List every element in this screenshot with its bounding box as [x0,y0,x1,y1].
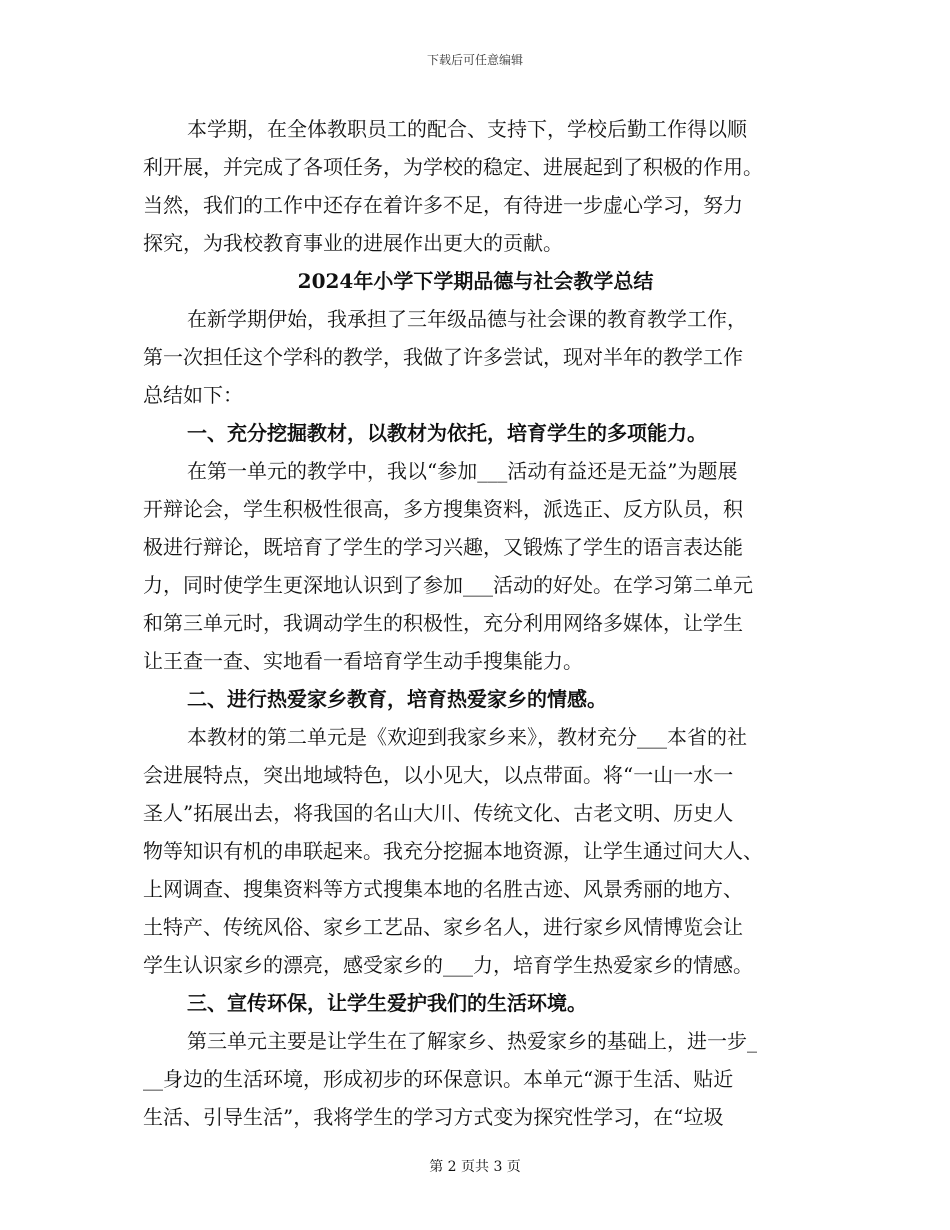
paragraph-line: 第一次担任这个学科的教学，我做了许多尝试，现对半年的教学工作 [143,345,743,369]
heading-3: 三、宣传环保，让学生爱护我们的生活环境。 [187,991,587,1015]
paragraph-line: 让王查一查、实地看一看培育学生动手搜集能力。 [143,649,583,673]
document-body [143,110,808,1136]
paragraph-line: 土特产、传统风俗、家乡工艺品、家乡名人，进行家乡风情博览会让 [143,915,743,939]
paragraph-line: 力，同时使学生更深地认识到了参加___活动的好处。在学习第二单元 [143,573,753,597]
paragraph-line: 利开展，并完成了各项任务，为学校的稳定、进展起到了积极的作用。 [143,155,763,179]
paragraph-line: 会进展特点，突出地域特色，以小见大，以点带面。将“一山一水一 [143,763,734,787]
paragraph-line: 学生认识家乡的漂亮，感受家乡的___力，培育学生热爱家乡的情感。 [143,953,753,977]
paragraph-line: 本教材的第二单元是《欢迎到我家乡来》，教材充分___本省的社 [187,725,747,749]
heading-1: 一、充分挖掘教材，以教材为依托，培育学生的多项能力。 [187,421,707,445]
page-header-note: 下载后可任意编辑 [426,53,523,67]
paragraph-line: 和第三单元时，我调动学生的积极性，充分利用网络多媒体，让学生 [143,611,743,635]
paragraph-line: 在第一单元的教学中，我以“参加___活动有益还是无益”为题展 [187,459,738,483]
paragraph-line: __身边的生活环境，形成初步的环保意识。本单元“源于生活、贴近 [143,1067,734,1091]
paragraph-line: 当然，我们的工作中还存在着许多不足，有待进一步虚心学习，努力 [143,193,743,217]
paragraph-line: 生活、引导生活”，我将学生的学习方式变为探究性学习，在“垃圾 [143,1105,724,1129]
paragraph-line: 物等知识有机的串联起来。我充分挖掘本地资源，让学生通过问大人、 [143,839,763,863]
page-number: 第 2 页共 3 页 [429,1159,521,1175]
section-title: 2024年小学下学期品德与社会教学总结 [297,269,654,293]
paragraph-line: 第三单元主要是让学生在了解家乡、热爱家乡的基础上，进一步_ [187,1029,757,1053]
heading-2: 二、进行热爱家乡教育，培育热爱家乡的情感。 [187,687,607,711]
paragraph-line: 总结如下： [143,383,243,407]
paragraph-line: 开辩论会，学生积极性很高，多方搜集资料，派选正、反方队员，积 [143,497,743,521]
paragraph-line: 上网调查、搜集资料等方式搜集本地的名胜古迹、风景秀丽的地方、 [143,877,743,901]
paragraph-line: 在新学期伊始，我承担了三年级品德与社会课的教育教学工作， [187,307,747,331]
paragraph-line: 本学期，在全体教职员工的配合、支持下，学校后勤工作得以顺 [187,117,747,141]
paragraph-line: 圣人”拓展出去，将我国的名山大川、传统文化、古老文明、历史人 [143,801,734,825]
paragraph-line: 极进行辩论，既培育了学生的学习兴趣，又锻炼了学生的语言表达能 [143,535,743,559]
paragraph-line: 探究，为我校教育事业的进展作出更大的贡献。 [143,231,563,255]
